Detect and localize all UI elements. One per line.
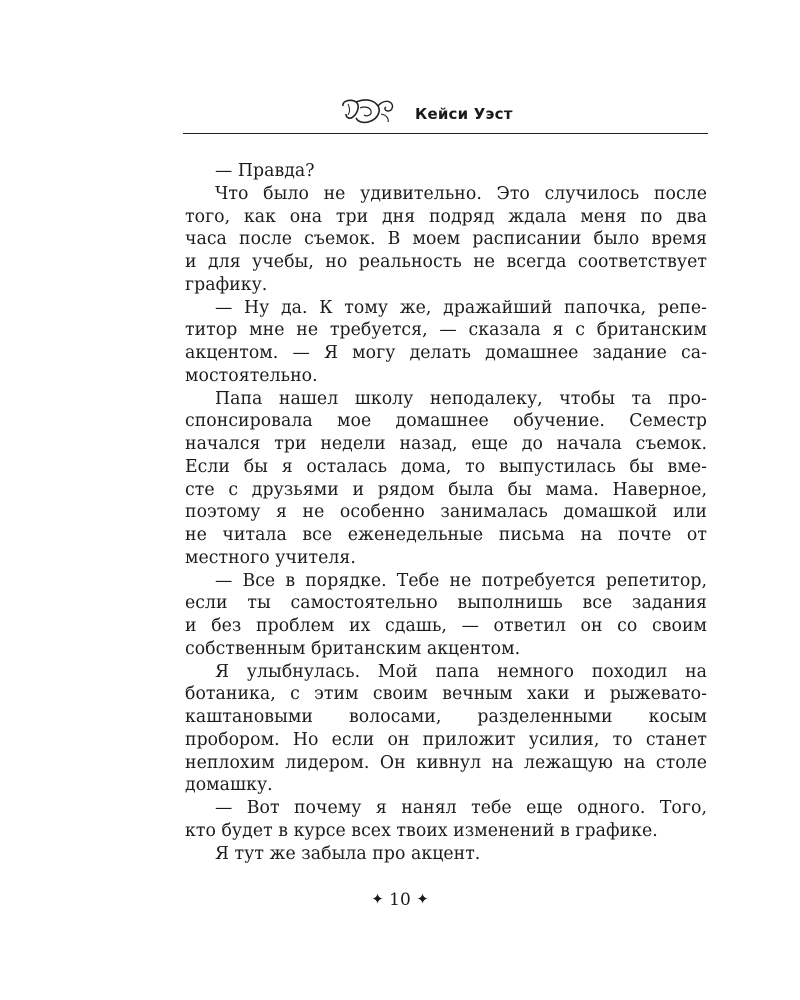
paragraph <box>185 843 707 866</box>
text-line: поэтому я не особенно занималась домашкой или <box>185 502 707 523</box>
page-number: 10 <box>389 890 411 910</box>
text-line: часа после съемок. В моем расписании было время <box>185 229 707 250</box>
text-line: Я улыбнулась. Мой папа немного походил на <box>215 661 707 682</box>
paragraph <box>185 388 707 570</box>
text-line: домашку. <box>185 775 273 796</box>
text-line: титор мне не требуется, — сказала я с британским <box>185 320 707 341</box>
text-line: — Все в порядке. Тебе не потребуется репетитор, <box>215 570 707 591</box>
text-line: сте с друзьями и рядом была бы мама. Наверное, <box>185 479 707 500</box>
text-line: кто будет в курсе всех твоих изменений в графике. <box>185 820 658 841</box>
text-line: если ты самостоятельно выполнишь все задания <box>185 593 707 614</box>
text-line: того, как она три дня подряд ждала меня по два <box>185 206 707 227</box>
text-line: неплохим лидером. Он кивнул на лежащую на столе <box>185 752 707 773</box>
author-name: Кейси Уэст <box>415 105 513 123</box>
text-line: — Ну да. К тому же, дражайший папочка, репе- <box>215 297 707 318</box>
paragraph <box>185 297 707 388</box>
text-line: и без проблем их сдашь, — ответил он со своим <box>185 616 707 636</box>
text-line: Папа нашел школу неподалеку, чтобы та про- <box>215 388 707 409</box>
text-line: — Вот почему я нанял тебе еще одного. Того, <box>215 798 707 818</box>
text-line: спонсировала мое домашнее обучение. Семестр <box>185 411 707 432</box>
text-line: акцентом. — Я могу делать домашнее задание са- <box>185 343 707 363</box>
text-line: мостоятельно. <box>185 365 318 386</box>
text-line: собственным британским акцентом. <box>185 638 521 659</box>
text-line: Если бы я осталась дома, то выпустилась бы вме- <box>185 456 707 477</box>
text-line: начался три недели назад, еще до начала съемок. <box>185 434 707 454</box>
paragraph <box>185 661 707 798</box>
curl-ornament-icon <box>340 96 394 126</box>
text-line: не читала все еженедельные письма на почте от <box>185 525 707 545</box>
text-line: Я тут же забыла про акцент. <box>215 843 481 864</box>
text-line: ботаника, с этим своим вечным хаки и рыжевато- <box>185 684 707 705</box>
running-header <box>183 92 708 134</box>
text-line: каштановыми волосами, разделенными косым <box>185 707 707 727</box>
paragraph <box>185 160 707 183</box>
header-divider <box>183 133 708 134</box>
paragraph <box>185 797 707 843</box>
page-footer <box>0 890 800 910</box>
text-line: и для учебы, но реальность не всегда соответствует <box>185 252 707 272</box>
left-star-ornament-icon: ✦ <box>371 890 384 908</box>
paragraph <box>185 183 707 297</box>
text-line: пробором. Но если он приложит усилия, то станет <box>185 729 707 750</box>
text-line: графику. <box>185 274 268 295</box>
text-line: местного учителя. <box>185 547 356 568</box>
right-star-ornament-icon: ✦ <box>416 890 429 908</box>
text-line: Что было не удивительно. Это случилось после <box>215 183 707 204</box>
text-line: — Правда? <box>215 161 315 181</box>
body-text <box>185 160 707 865</box>
paragraph <box>185 570 707 661</box>
